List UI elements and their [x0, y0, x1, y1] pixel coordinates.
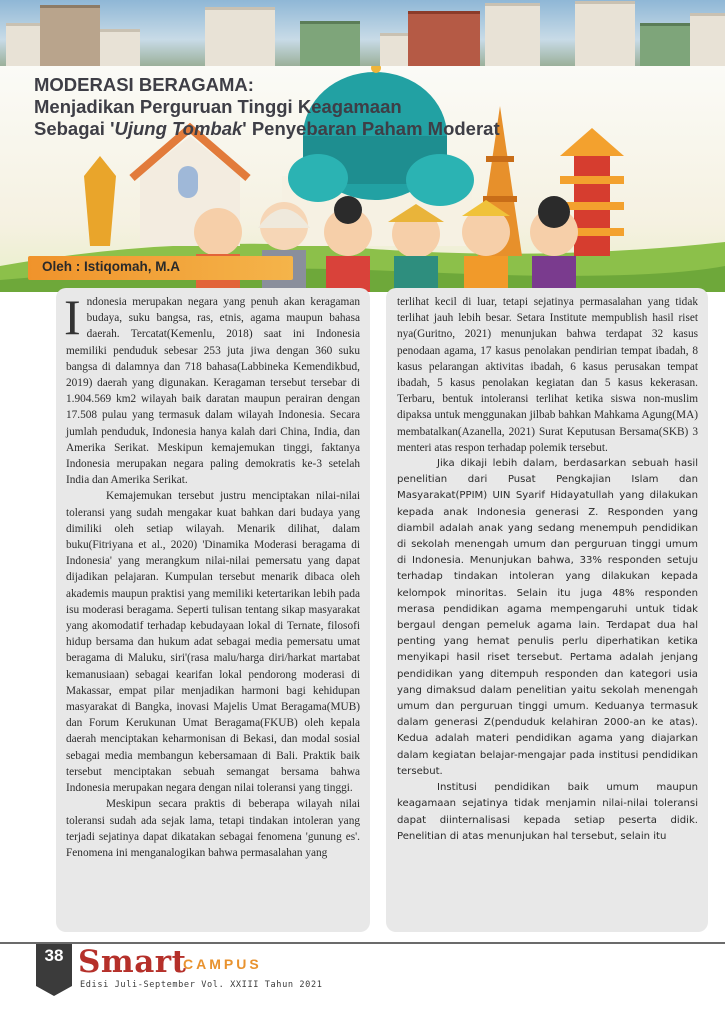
building-image — [100, 29, 140, 66]
title-emphasis: Ujung Tombak — [114, 118, 243, 139]
building-image — [575, 1, 635, 66]
title-line-2: Menjadikan Perguruan Tinggi Keagamaan — [34, 96, 402, 117]
hero-banner — [0, 0, 725, 292]
crescent-icon — [371, 66, 381, 73]
magazine-logo: Smart — [78, 944, 187, 980]
building-image — [485, 3, 540, 66]
building-image — [300, 21, 360, 66]
article-paragraph: Jika dikaji lebih dalam, berdasarkan sebuah hasil penelitian dari Pusat Pengkajian Islam dan Masyarakat(PPIM) UIN Syarif Hidayatullah yang dilakukan kepada anak Indonesia generasi Z. Responden yang diambil adalah anak yang sedang menempuh pendidikan di sekolah menengah umum dan perguruan tinggi umum di Indonesia. Menunjukan bahwa, 33% responden setuju terhadap tindakan intoleran yang dilakukan kepada kelompok minoritas. Selain itu juga 48% responden merasa pendidikan agama mempengaruhi untuk tidak bergaul dengan pemeluk agama lain. Terdapat dua hal penting yang hemat penulis perlu diperhatikan ketika menyikapi hasil riset tersebut. Pertama adalah jenjang pendidikan yang ditempuh responden dan kategori usia yang dimaksud dalam penelitian yaitu sekolah menengah umum dan perguruan tinggi umum. Keduanya termasuk dalam generasi Z(penduduk kelahiran 2000-an ke atas). Kedua adalah materi pendidikan agama yang diajarkan dalam kegiatan belajar-mengajar pada institusi pendidikan tersebut. — [397, 458, 698, 777]
statue — [84, 156, 116, 246]
mosque-small-dome — [288, 154, 348, 202]
article-paragraph: Institusi pendidikan baik umum maupun keagamaan sejatinya tidak menjamin nilai-nilai toleransi dapat diinternalisasi kepada setiap peserta didik. Penelitian di atas menunjukan hal tersebut, selain itu — [397, 782, 698, 842]
title-line-3: Sebagai 'Ujung Tombak' Penyebaran Paham Moderat — [34, 118, 500, 139]
page-number-badge — [36, 944, 72, 986]
article-paragraph: terlihat kecil di luar, tetapi sejatinya permasalahan yang tidak terlihat jauh lebih besar. Setara Institute mempublish hasil riset nya(Guritno, 2021) menunjukan bahwa terdapat 32 kasus penodaan agama, 17 kasus penolakan pendirian tempat ibadah, 8 kasus pelarangan aktivitas ibadah, 6 kasus perusakan tempat ibadah, 5 kasus penolakan kegiatan dan 5 kasus kekerasan. Terbaru, bentuk intoleransi terlihat ketika siswa non-muslim dipaksa untuk menggunakan jilbab bahkan Mahkama Agung(MA) membatalkan(Azanella, 2021) Surat Keputusan Bersama(SKB) 3 menteri atas respon terhadap polemik tersebut. — [397, 296, 698, 454]
magazine-logo-sub: CAMPUS — [183, 956, 262, 972]
building-image — [205, 7, 275, 66]
pagoda — [574, 146, 610, 256]
article-paragraph: Kemajemukan tersebut justru menciptakan nilai-nilai toleransi yang sudah mengakar kuat bahkan dari budaya yang dimiliki oleh setiap wilayah. Menarik dilihat, dalam buku(Fitriyana et al., 2020) 'Dinamika Moderasi beragama di Indonesia' yang merangkum nilai-nilai pemersatu yang dapat dijadikan pelajaran. Kumpulan tersebut menarik dibaca oleh akademis maupun praktisi yang memiliki ketertarikan lebih pada isu moderasi beragama. Seperti tulisan tentang sikap masyarakat yang akomodatif terhadap kebudayaan lokal di Ternate, filosofi hidup bersama dan hukum adat sebagai media pemersatu umat beragama di Maluku, siri'(rasa malu/harga diri/harkat martabat kemanusiaan) sebagai kearifan lokal pendorong moderasi di Makassar, empat pilar menjadikan harmoni bagi kehidupan masyarakat di Bangka, inovasi Majelis Umat Beragama(MUB) dan Forum Kerukunan Umat Beragama(FKUB) oleh kepala daerah menciptakan keharmonisan di Bekasi, dan modal sosial sebagai media membangun kebersamaan di Bali. Praktik baik tersebut menciptakan sebuah semangat bersama bahwa Indonesia merupakan negara dengan nilai toleransi yang tinggi. — [66, 490, 360, 795]
author-byline — [28, 256, 293, 280]
article-paragraph: Indonesia merupakan negara yang penuh akan keragaman budaya, suku bangsa, ras, etnis, agama maupun bahasa daerah. Tercatat(Kemenlu, 2018) saat ini Indonesia memiliki penduduk sebesar 253 juta jiwa dengan 360 suku bangsa di dalamnya dan 718 bahasa(Labbineka Kemendikbud, 2019) daerah yang digunakan. Keragaman tersebut tersebar di 1.904.569 km2 wilayah baik daratan maupun perairan dengan 17.508 pulau yang termasuk dalam wilayah Indonesia. Secara jumlah penduduk, Indonesia hanya kalah dari China, India, dan Amerika Serikat. Meskipun kemajemukan tinggi, faktanya Indonesia merupakan negara paling demokratis ke-3 setelah India dan Amerika Serikat. — [64, 289, 360, 487]
edition-info: Edisi Juli-September Vol. XXIII Tahun 2021 — [80, 980, 323, 990]
page-number: 38 — [44, 946, 64, 965]
article-column-left — [56, 288, 370, 932]
article-paragraph: Meskipun secara praktis di beberapa wilayah nilai toleransi sudah ada sejak lama, tetapi tindakan intoleran yang terjadi sejatinya dapat dikatakan sebagai fenomena 'gunung es'. Fenomena ini menganalogikan bahwa permasalahan yang — [66, 798, 360, 859]
building-image — [640, 23, 695, 66]
author-name: Oleh : Istiqomah, M.A — [42, 259, 181, 274]
campus-photo-strip — [0, 0, 725, 66]
title-line-1: MODERASI BERAGAMA: — [34, 74, 254, 95]
drop-cap: I — [64, 289, 81, 345]
building-image — [40, 5, 100, 66]
article-column-right — [386, 288, 708, 932]
article-title — [34, 74, 554, 140]
mosque-small-dome — [406, 154, 474, 206]
building-image — [690, 13, 725, 66]
building-image — [408, 11, 480, 66]
